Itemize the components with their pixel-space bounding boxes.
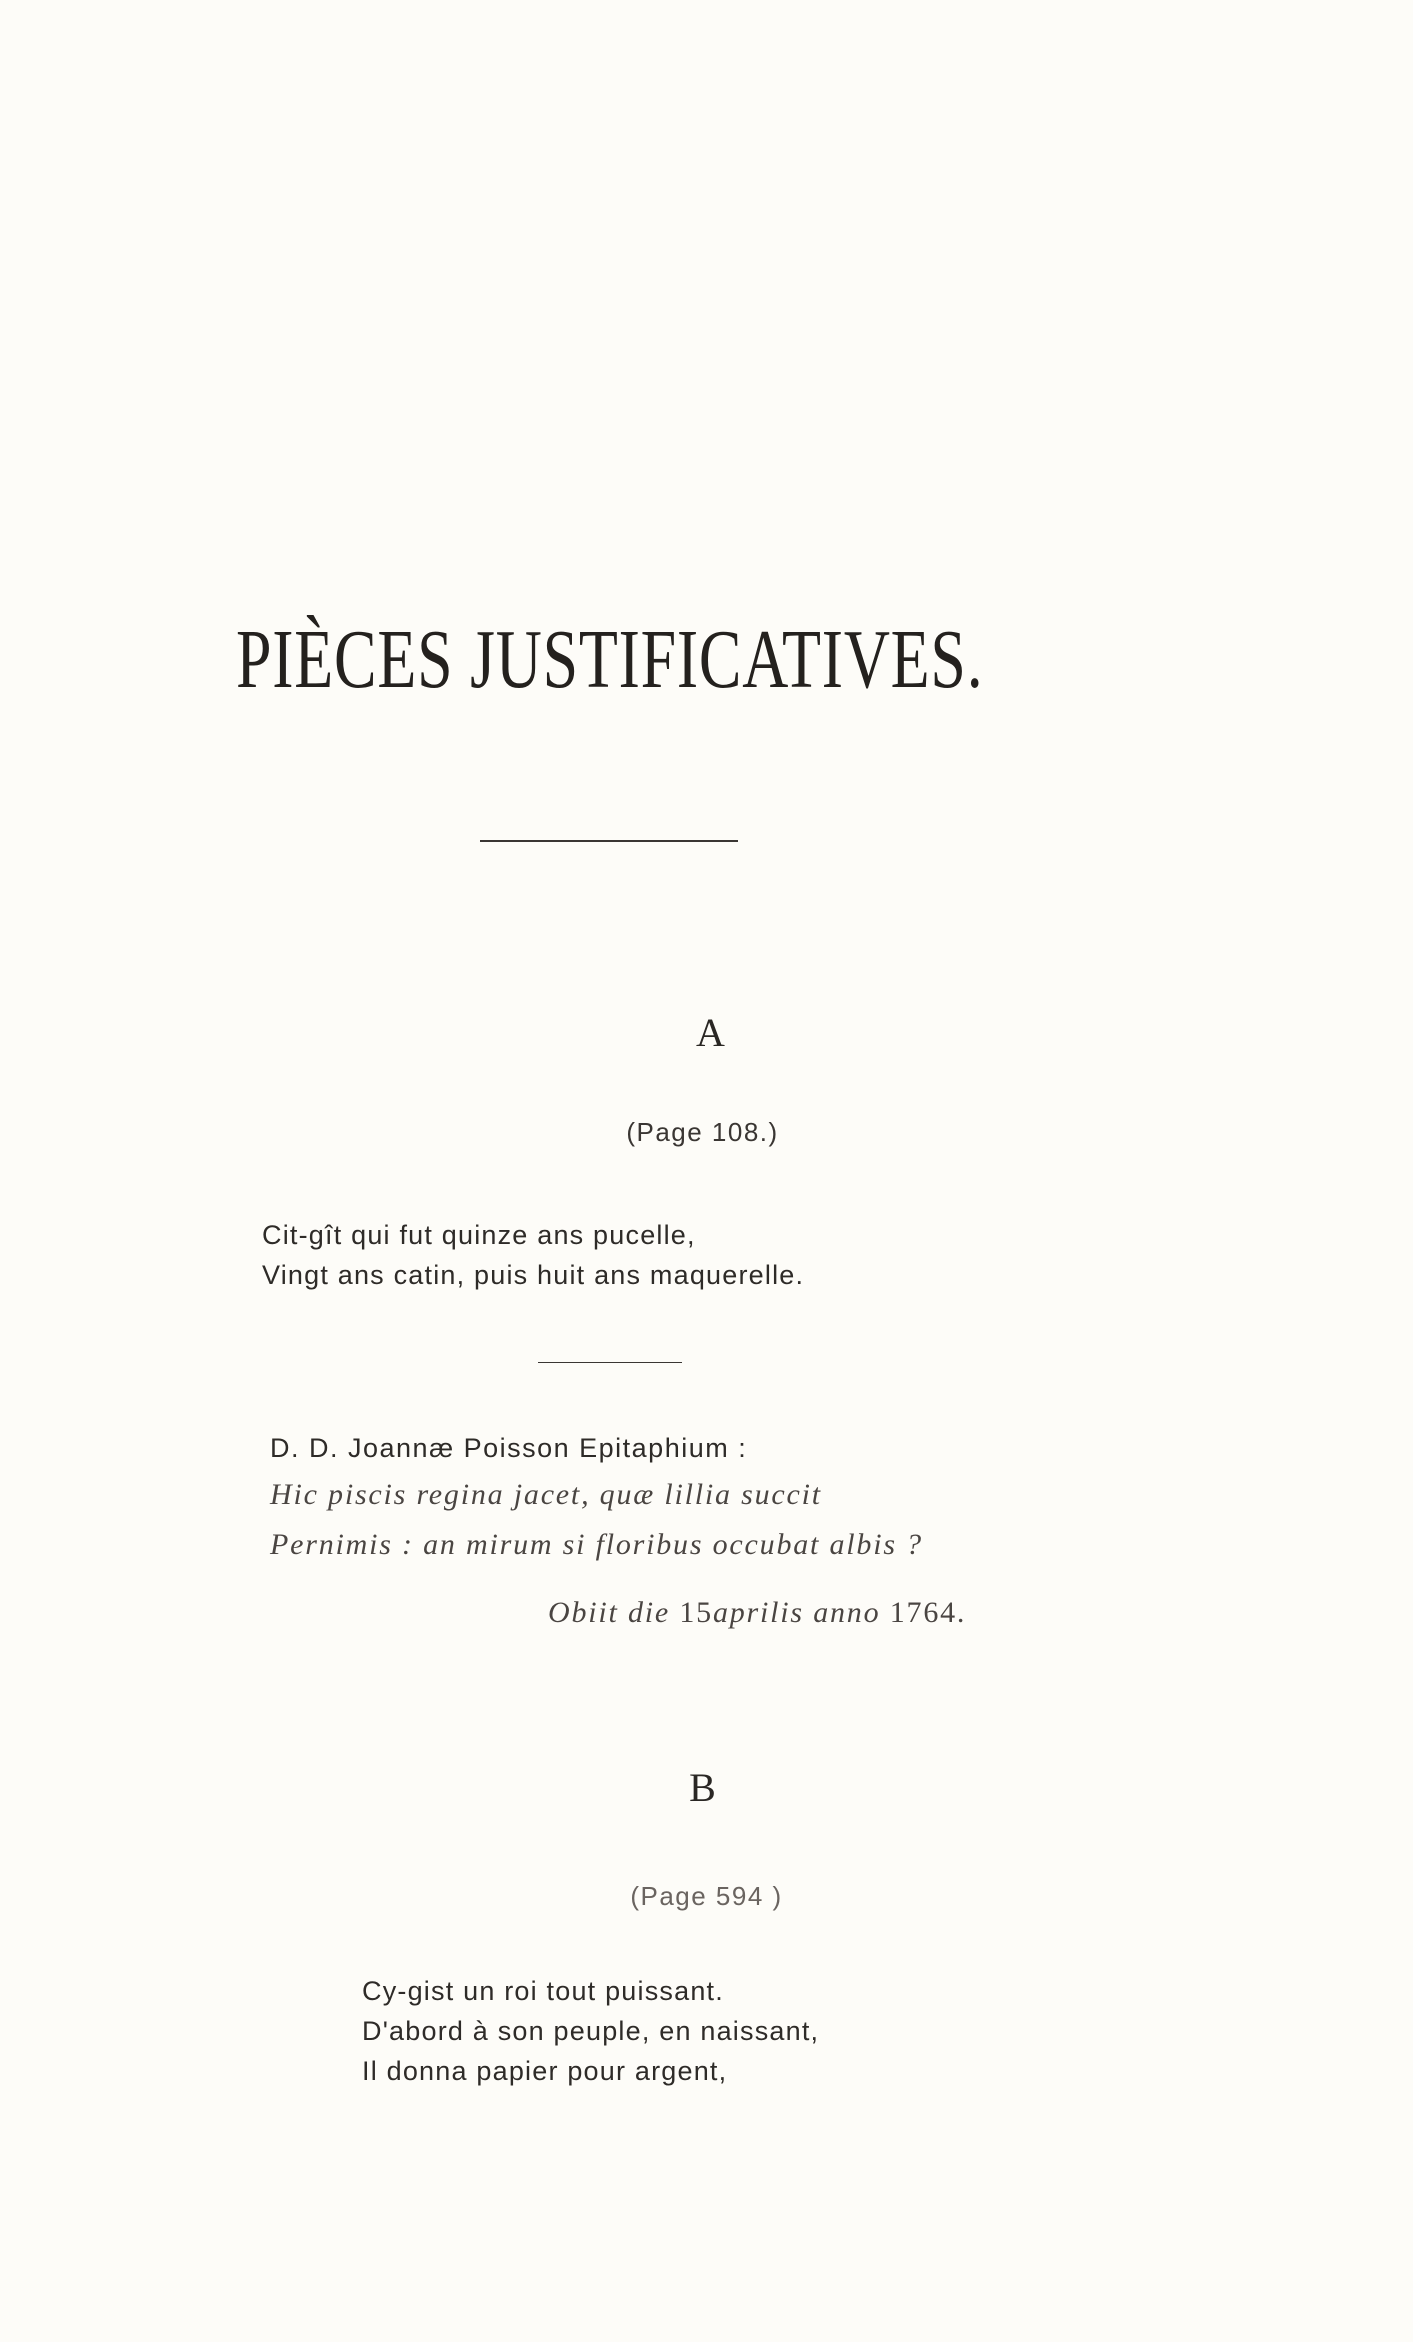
obit-text: Obiit die xyxy=(548,1596,671,1629)
latin-verse-line: Hic piscis regina jacet, quæ lillia succit xyxy=(270,1478,822,1511)
obit-day: 15 xyxy=(679,1596,713,1629)
section-letter-a: A xyxy=(696,1010,725,1055)
page-reference-a: (Page 108.) xyxy=(626,1117,779,1147)
verse-line: Cit-gît qui fut quinze ans pucelle, xyxy=(262,1220,696,1250)
page-reference-b: (Page 594 ) xyxy=(630,1881,783,1911)
section-letter-b: B xyxy=(689,1765,716,1810)
obit-text: aprilis anno xyxy=(712,1596,881,1629)
verse-line: D'abord à son peuple, en naissant, xyxy=(362,2016,820,2046)
obit-year: 1764. xyxy=(889,1596,967,1629)
section-divider xyxy=(538,1362,682,1363)
verse-line: Vingt ans catin, puis huit ans maquerelle. xyxy=(262,1260,805,1290)
latin-verse-line: Pernimis : an mirum si floribus occubat albis ? xyxy=(270,1528,923,1561)
verse-line: Il donna papier pour argent, xyxy=(362,2056,728,2086)
title-divider xyxy=(480,840,738,842)
page-title: PIÈCES JUSTIFICATIVES. xyxy=(236,613,984,706)
verse-line: Cy-gist un roi tout puissant. xyxy=(362,1976,724,2006)
epitaph-heading: D. D. Joannæ Poisson Epitaphium : xyxy=(270,1433,748,1463)
obit-line xyxy=(548,1596,966,1630)
